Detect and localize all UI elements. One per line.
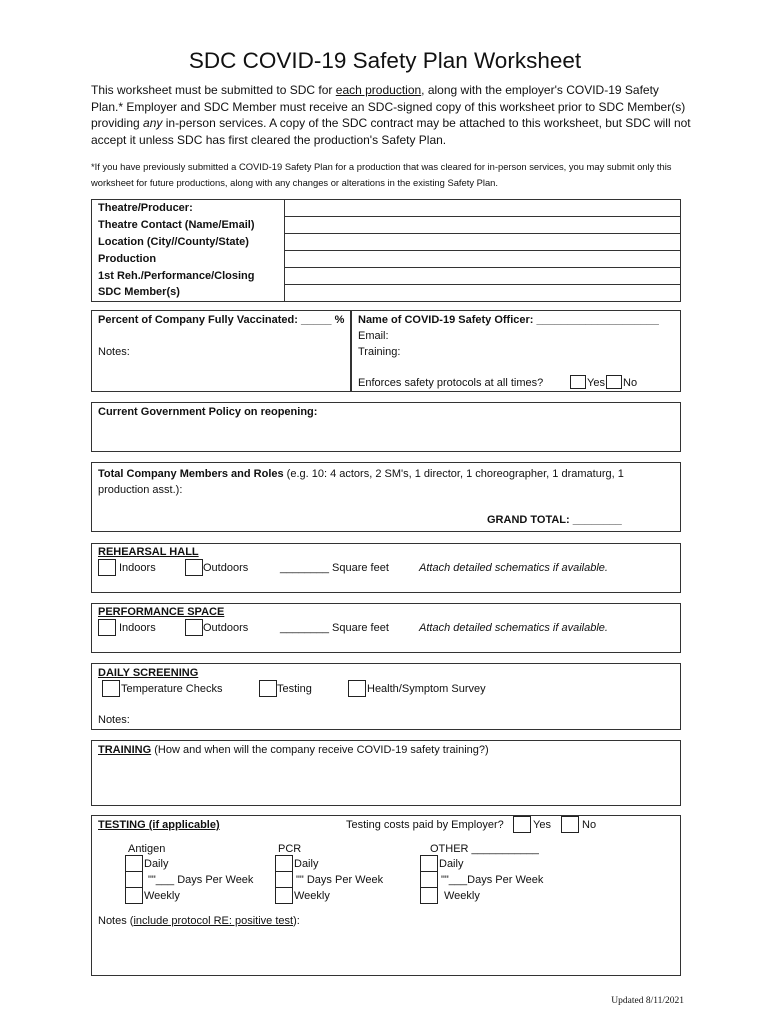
testing-costs-no-checkbox[interactable]: [561, 816, 579, 833]
pcr-weekly-checkbox[interactable]: [275, 887, 293, 904]
performance-outdoors-checkbox[interactable]: [185, 619, 203, 636]
intro-emphasis: each production: [335, 83, 422, 97]
training-text: [98, 744, 489, 757]
other-daily-checkbox[interactable]: [420, 855, 438, 872]
pcr-weekly-label: Weekly: [294, 890, 330, 902]
other-weekly-label: Weekly: [444, 890, 480, 902]
intro-italic: any: [143, 116, 163, 130]
info-label-location: Location (City//County/State): [92, 234, 285, 251]
performance-square-feet: ________ Square feet: [280, 622, 389, 634]
company-members-text: [98, 466, 668, 498]
performance-outdoors-label: Outdoors: [203, 622, 249, 634]
vaccination-percent-label: Percent of Company Fully Vaccinated: _____ %: [98, 314, 345, 326]
other-test-label: OTHER ___________: [430, 843, 539, 855]
health-survey-label: Health/Symptom Survey: [367, 683, 486, 695]
safety-officer-label: Name of COVID-19 Safety Officer: ____________________: [358, 314, 659, 326]
enforces-yes-checkbox[interactable]: [570, 375, 586, 389]
antigen-daily-checkbox[interactable]: [125, 855, 143, 872]
info-label-production: Production: [92, 251, 285, 268]
enforces-yes-label: Yes: [587, 377, 605, 389]
updated-date: Updated 8/11/2021: [611, 996, 684, 1006]
other-days-checkbox[interactable]: [420, 871, 438, 888]
page-title: SDC COVID-19 Safety Plan Worksheet: [188, 48, 582, 73]
other-days-label: ""___Days Per Week: [441, 874, 544, 886]
testing-notes-label: [98, 915, 300, 928]
antigen-days-label: ""___ Days Per Week: [148, 874, 254, 886]
info-label-theatre-contact: Theatre Contact (Name/Email): [92, 217, 285, 234]
screening-notes-label: Notes:: [98, 714, 130, 726]
info-label-dates: 1st Reh./Performance/Closing: [92, 268, 285, 285]
health-survey-checkbox[interactable]: [348, 680, 366, 697]
info-value-production[interactable]: [285, 251, 681, 268]
government-policy-label: Current Government Policy on reopening:: [98, 406, 318, 418]
info-label-theatre-producer: Theatre/Producer:: [92, 200, 285, 217]
rehearsal-outdoors-label: Outdoors: [203, 562, 249, 574]
testing-costs-label: Testing costs paid by Employer?: [346, 819, 504, 831]
info-value-theatre-producer[interactable]: [285, 200, 681, 217]
info-label-sdc-members: SDC Member(s): [92, 285, 285, 302]
production-info-table: [91, 199, 681, 302]
enforces-no-label: No: [623, 377, 638, 389]
pcr-label: PCR: [278, 843, 302, 855]
info-value-theatre-contact[interactable]: [285, 217, 681, 234]
performance-space-heading: PERFORMANCE SPACE: [98, 606, 225, 618]
enforces-protocols-label: Enforces safety protocols at all times?: [358, 377, 544, 389]
intro-text-2: , along with the employer's COVID-19 Safety Plan.* Employer and SDC Member must receive an SDC-signed copy of this worksheet prior to SDC Member(s) providing: [91, 83, 686, 130]
pcr-daily-checkbox[interactable]: [275, 855, 293, 872]
company-members-example: (e.g. 10: 4 actors, 2 SM's, 1 director, 1 choreographer, 1 dramaturg, 1 production asst.):: [98, 468, 624, 496]
testing-costs-yes-label: Yes: [533, 819, 551, 831]
rehearsal-indoors-label: Indoors: [119, 562, 156, 574]
performance-indoors-checkbox[interactable]: [98, 619, 116, 636]
antigen-weekly-label: Weekly: [144, 890, 180, 902]
performance-attach-note: Attach detailed schematics if available.: [419, 622, 608, 634]
intro-text-1: This worksheet must be submitted to SDC for: [91, 83, 336, 97]
antigen-days-checkbox[interactable]: [125, 871, 143, 888]
rehearsal-square-feet: ________ Square feet: [280, 562, 389, 574]
training-heading: TRAINING: [98, 744, 152, 756]
screening-testing-checkbox[interactable]: [259, 680, 277, 697]
other-daily-label: Daily: [439, 858, 464, 870]
screening-testing-label: Testing: [277, 683, 312, 695]
rehearsal-attach-note: Attach detailed schematics if available.: [419, 562, 608, 574]
testing-costs-yes-checkbox[interactable]: [513, 816, 531, 833]
performance-indoors-label: Indoors: [119, 622, 156, 634]
intro-text-3: in-person services. A copy of the SDC contract may be attached to this worksheet, but SDC will not accept it unless SDC has first cleared the production's Safety Plan.: [91, 116, 691, 147]
pcr-daily-label: Daily: [294, 858, 319, 870]
rehearsal-hall-heading: REHEARSAL HALL: [98, 546, 199, 558]
testing-notes-prefix: Notes (: [98, 915, 134, 927]
antigen-daily-label: Daily: [144, 858, 169, 870]
testing-heading: TESTING (if applicable): [98, 819, 220, 831]
daily-screening-heading: DAILY SCREENING: [98, 667, 199, 679]
rehearsal-indoors-checkbox[interactable]: [98, 559, 116, 576]
vaccination-notes-label: Notes:: [98, 346, 130, 358]
enforces-no-checkbox[interactable]: [606, 375, 622, 389]
footnote: *If you have previously submitted a COVID-19 Safety Plan for a production that was cleared for in-person services, you may submit only this worksheet for future productions, along with any changes or alterations in the existing Safety Plan.: [91, 161, 672, 188]
temperature-checks-label: Temperature Checks: [121, 683, 223, 695]
safety-officer-email-label: Email:: [358, 330, 389, 342]
safety-officer-training-label: Training:: [358, 346, 401, 358]
antigen-weekly-checkbox[interactable]: [125, 887, 143, 904]
company-members-label: Total Company Members and Roles: [98, 468, 284, 480]
pcr-days-checkbox[interactable]: [275, 871, 293, 888]
pcr-days-label: "" Days Per Week: [296, 874, 384, 886]
training-question: (How and when will the company receive COVID-19 safety training?): [151, 744, 489, 756]
antigen-label: Antigen: [128, 843, 166, 855]
temperature-checks-checkbox[interactable]: [102, 680, 120, 697]
info-value-dates[interactable]: [285, 268, 681, 285]
info-value-location[interactable]: [285, 234, 681, 251]
grand-total-label: GRAND TOTAL: ________: [487, 514, 622, 526]
testing-costs-no-label: No: [582, 819, 597, 831]
testing-notes-suffix: ):: [293, 915, 300, 927]
other-weekly-checkbox[interactable]: [420, 887, 438, 904]
intro-paragraph: [91, 82, 691, 148]
info-value-sdc-members[interactable]: [285, 285, 681, 302]
rehearsal-outdoors-checkbox[interactable]: [185, 559, 203, 576]
testing-notes-protocol: include protocol RE: positive test: [133, 915, 294, 927]
